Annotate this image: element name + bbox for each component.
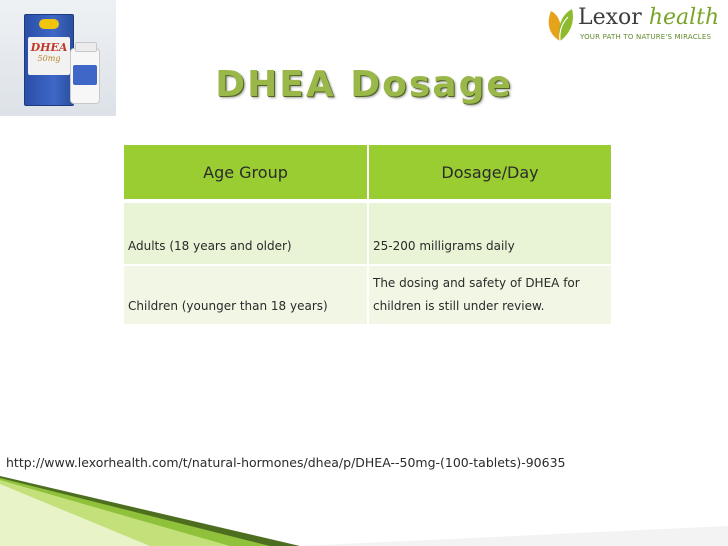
product-label: DHEA [30, 41, 68, 54]
decorative-swoosh [0, 470, 728, 546]
table-row [124, 201, 611, 265]
age-group-cell: Children (younger than 18 years) [124, 265, 368, 324]
leaf-logo-icon [545, 5, 575, 43]
brand-tagline: YOUR PATH TO NATURE'S MIRACLES [580, 33, 712, 41]
slide-title: DHEA Dosage [215, 64, 513, 105]
table-header-row [124, 145, 611, 201]
table-row [124, 265, 611, 324]
age-group-cell: Adults (18 years and older) [124, 201, 368, 265]
dosage-table [124, 145, 611, 324]
dosage-cell: The dosing and safety of DHEA for children is still under review. [368, 265, 611, 324]
source-link[interactable]: http://www.lexorhealth.com/t/natural-hormones/dhea/p/DHEA--50mg-(100-tablets)-90635 [6, 455, 566, 470]
product-strength: 50mg [37, 54, 61, 63]
header-age-group: Age Group [124, 145, 368, 201]
dosage-cell: 25-200 milligrams daily [368, 201, 611, 265]
brand-name: Lexor health [578, 5, 720, 30]
brand-logo[interactable] [545, 3, 725, 47]
header-dosage: Dosage/Day [368, 145, 611, 201]
